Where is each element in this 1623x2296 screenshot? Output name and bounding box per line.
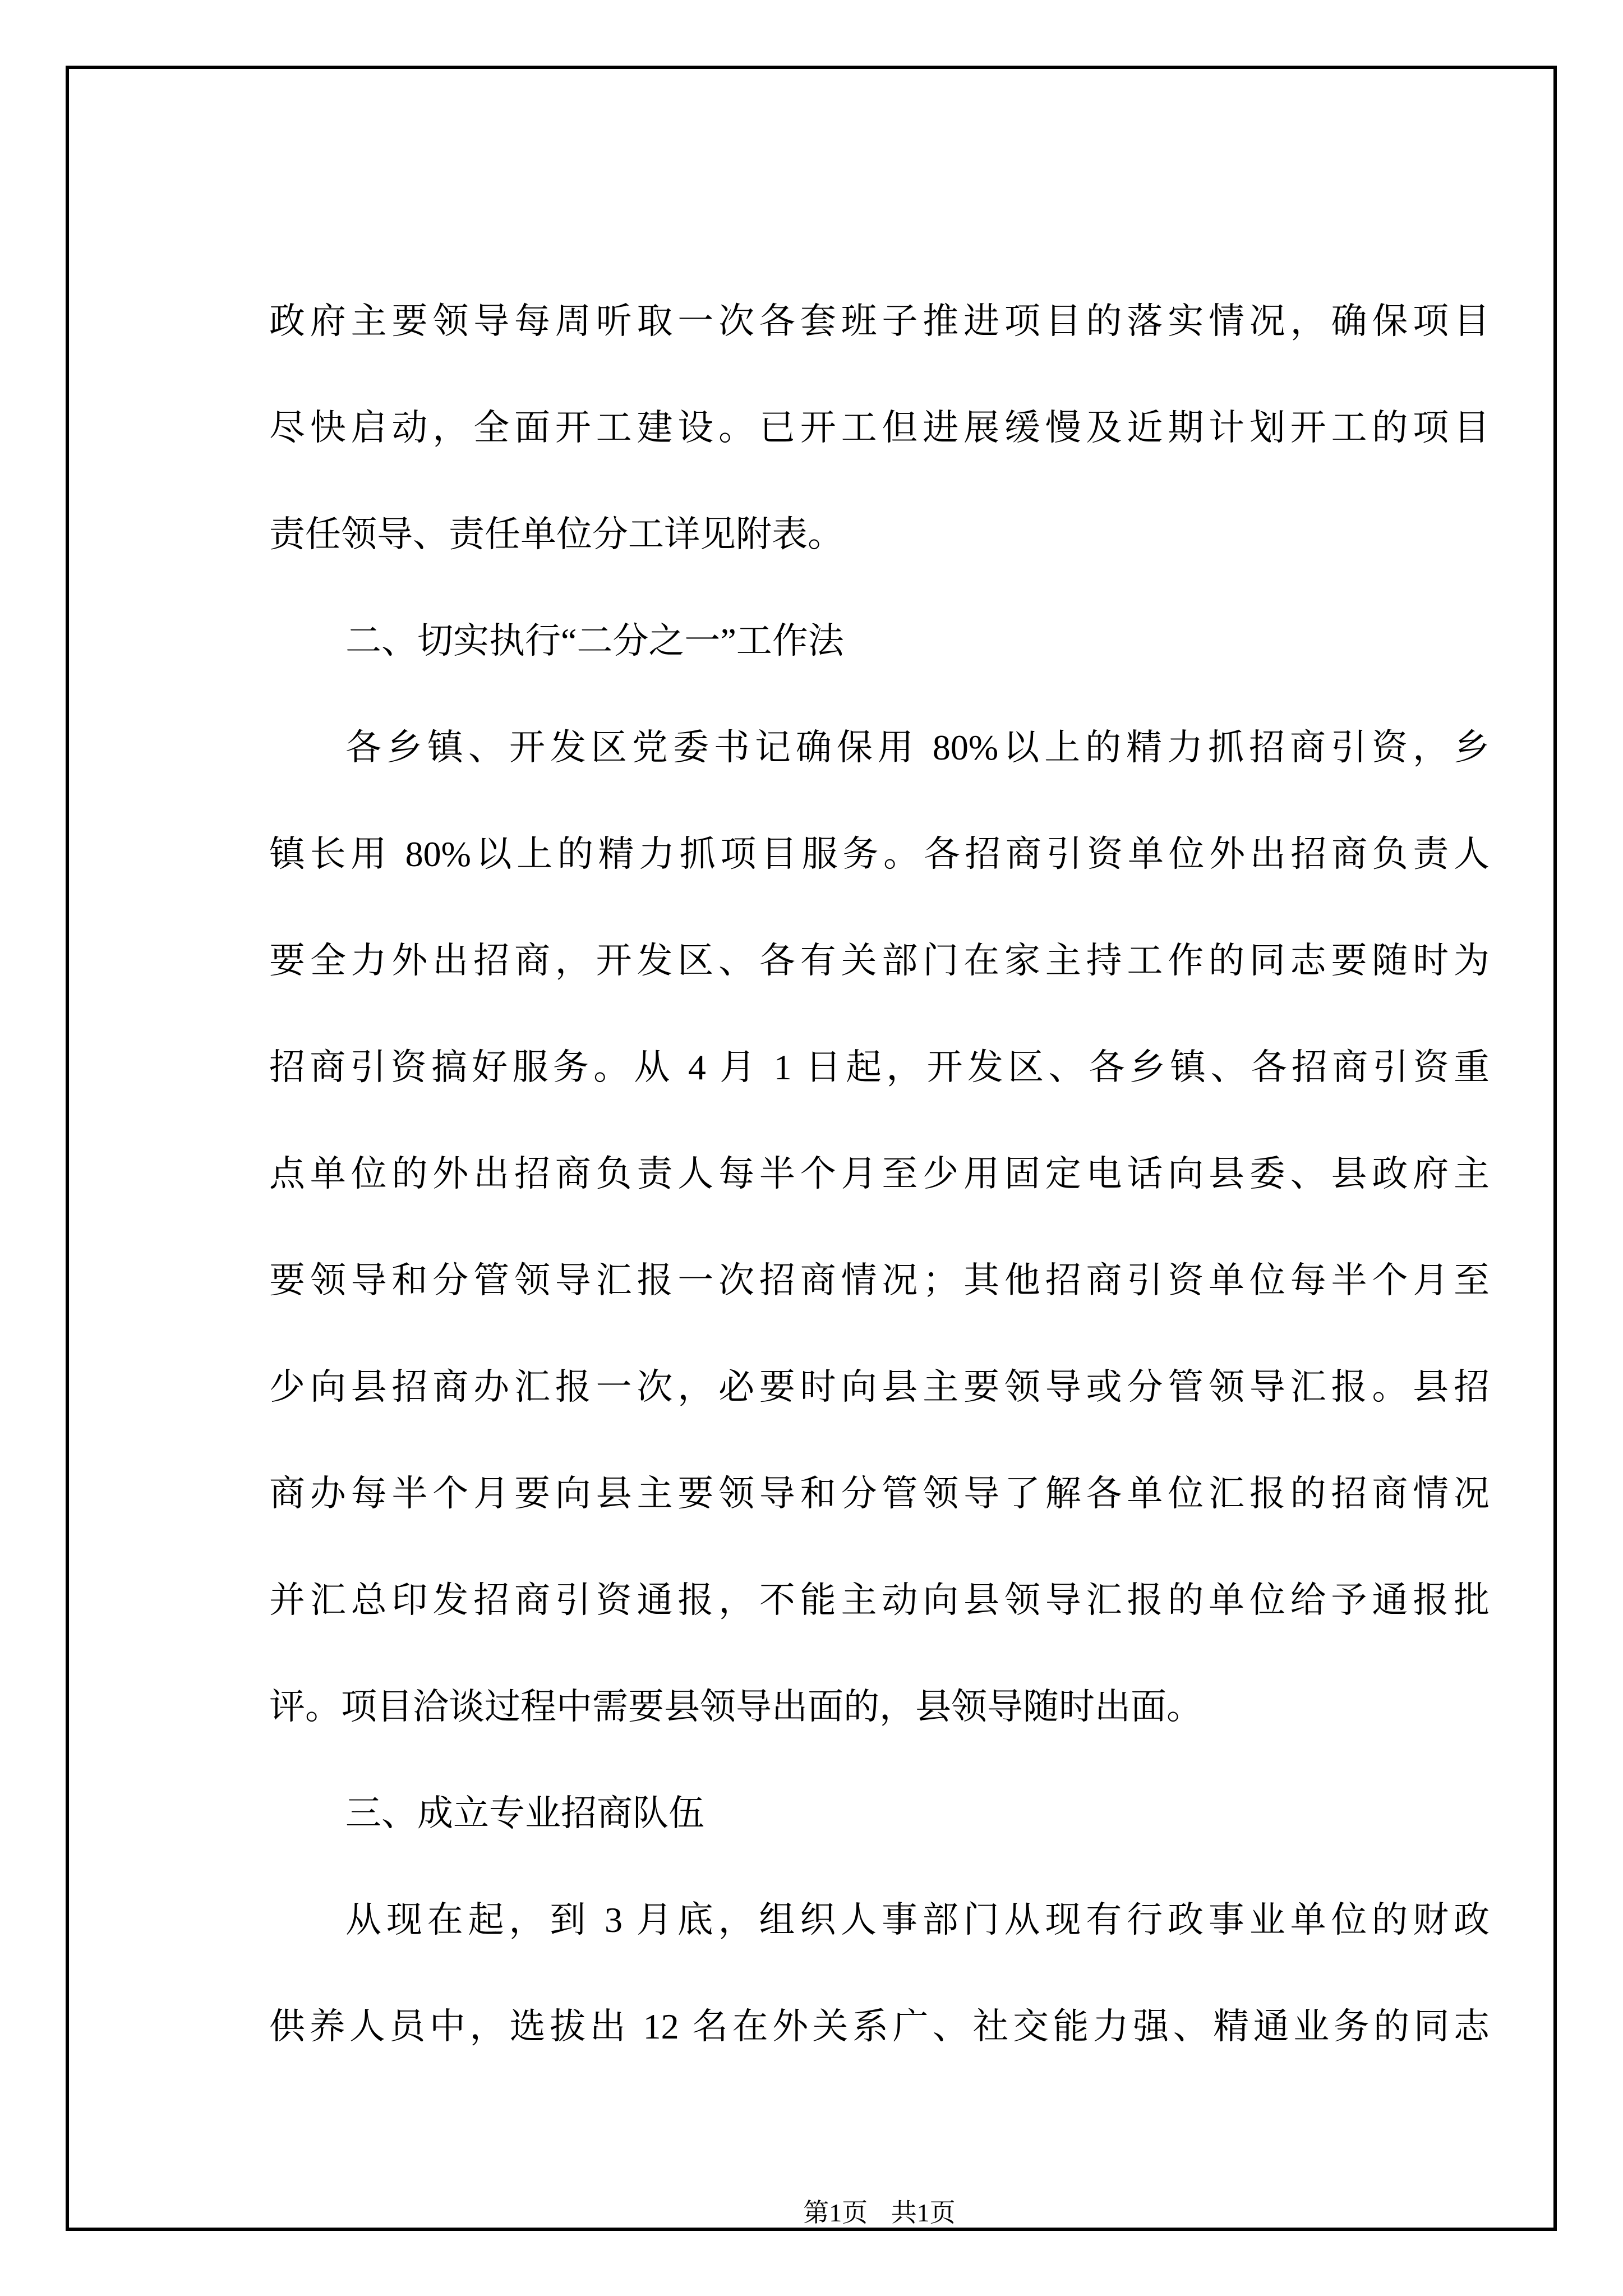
document-body: [269, 268, 1490, 2080]
text-line: 二、切实执行“二分之一”工作法: [345, 621, 844, 661]
text-line: 责任领导、责任单位分工详见附表。: [269, 514, 843, 554]
text-line: 评。项目洽谈过程中需要县领导出面的，县领导随时出面。: [269, 1687, 1202, 1727]
text-line: 从现在起，到 3 月底，组织人事部门从现有行政事业单位的财政: [345, 1900, 1490, 1940]
footer-page-number: 第1页: [803, 2198, 868, 2227]
text-line: 要全力外出招商，开发区、各有关部门在家主持工作的同志要随时为: [269, 941, 1490, 981]
page-border-frame: [66, 66, 1557, 2231]
text-line: 政府主要领导每周听取一次各套班子推进项目的落实情况，确保项目: [269, 301, 1490, 341]
text-line: 三、成立专业招商队伍: [345, 1793, 704, 1833]
text-line: 点单位的外出招商负责人每半个月至少用固定电话向县委、县政府主: [269, 1154, 1490, 1194]
text-line: 要领导和分管领导汇报一次招商情况；其他招商引资单位每半个月至: [269, 1260, 1490, 1300]
text-line: 商办每半个月要向县主要领导和分管领导了解各单位汇报的招商情况: [269, 1474, 1490, 1513]
text-line: 并汇总印发招商引资通报，不能主动向县领导汇报的单位给予通报批: [269, 1580, 1490, 1620]
text-line: 招商引资搞好服务。从 4 月 1 日起，开发区、各乡镇、各招商引资重: [269, 1047, 1490, 1087]
text-line: 尽快启动，全面开工建设。已开工但进展缓慢及近期计划开工的项目: [269, 408, 1490, 448]
page-footer: [269, 2179, 1490, 2247]
text-line: 各乡镇、开发区党委书记确保用 80%以上的精力抓招商引资，乡: [345, 728, 1490, 767]
text-line: 镇长用 80%以上的精力抓项目服务。各招商引资单位外出招商负责人: [269, 834, 1490, 874]
footer-total-pages: 共1页: [891, 2198, 956, 2227]
text-line: 少向县招商办汇报一次，必要时向县主要领导或分管领导汇报。县招: [269, 1367, 1490, 1407]
text-line: 供养人员中，选拔出 12 名在外关系广、社交能力强、精通业务的同志: [269, 2007, 1490, 2046]
